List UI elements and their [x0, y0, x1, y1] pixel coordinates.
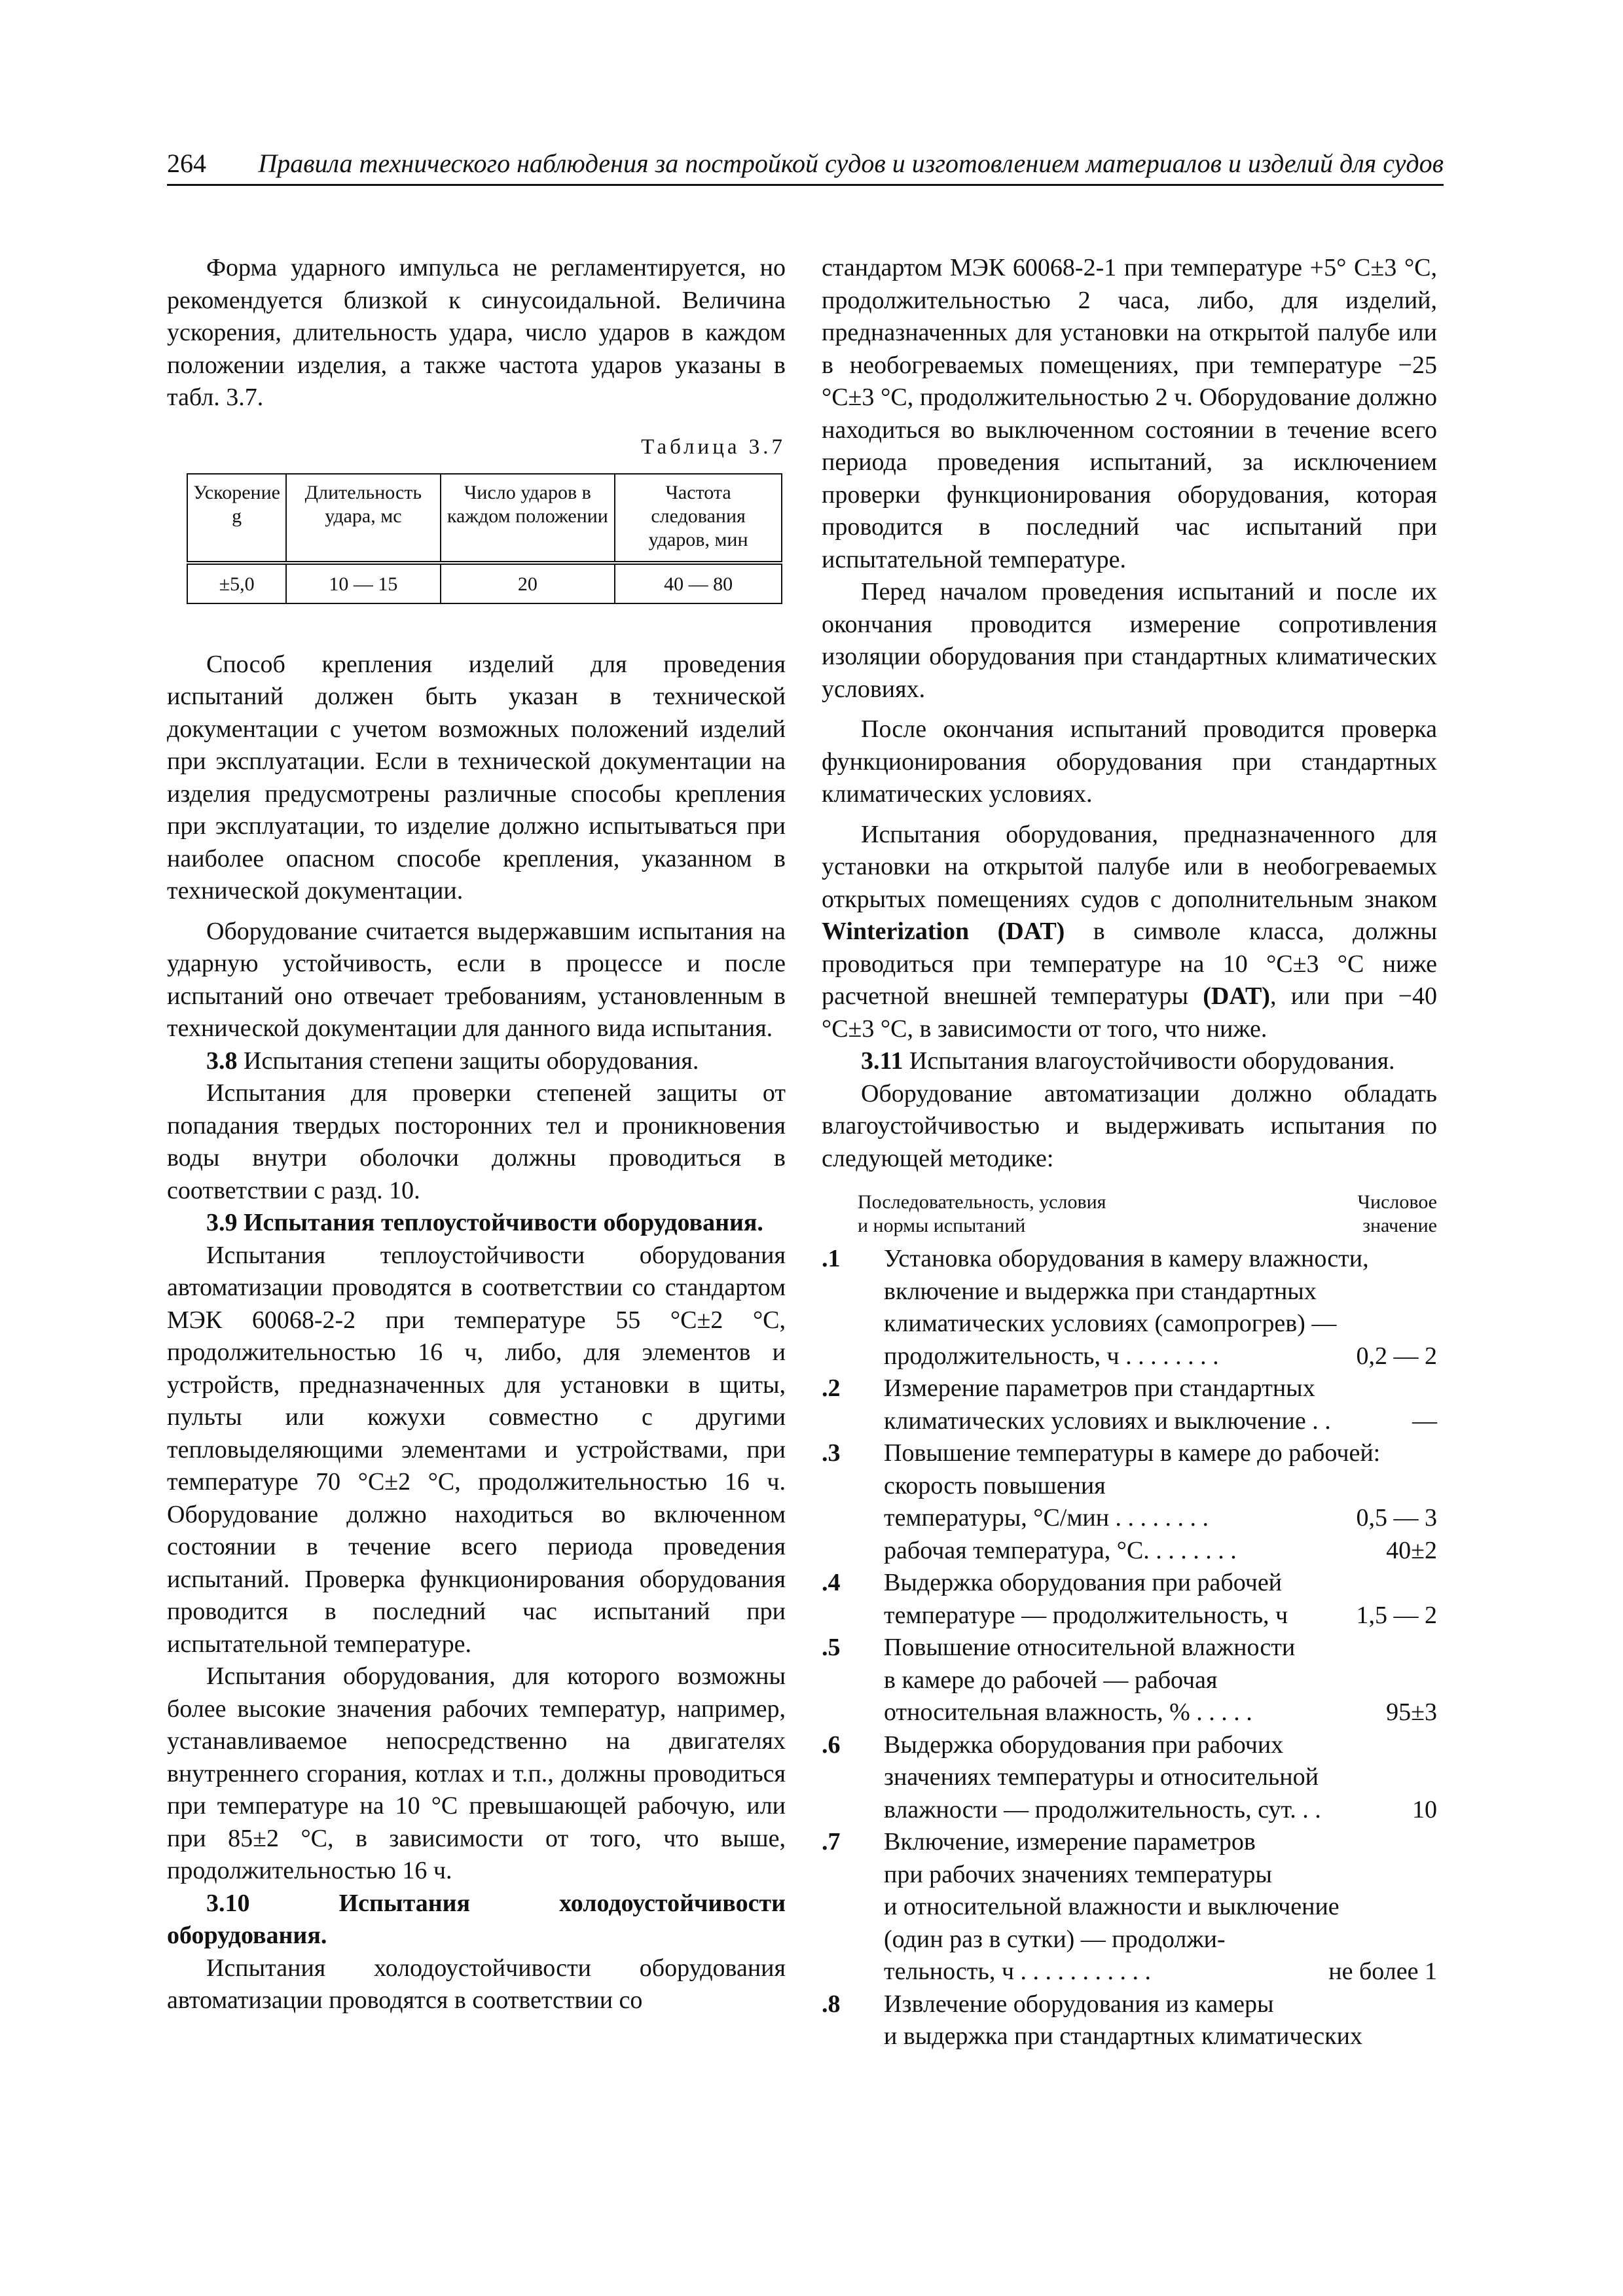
step-value: 1,5 — 2 [1356, 1601, 1437, 1629]
step-text-line: Измерение параметров при стандартных [884, 1374, 1315, 1402]
procedure-step [822, 1729, 1437, 1827]
step-number: .2 [822, 1374, 841, 1402]
step-value-label: рабочая температура, °C. . . . . . . . [884, 1536, 1237, 1564]
winterization-mark: Winterization [822, 918, 970, 945]
step-value: — [1412, 1407, 1437, 1435]
step-text-line: при рабочих значениях температуры [884, 1860, 1272, 1888]
procedure-header-right: Числовое [1357, 1191, 1437, 1213]
paragraph-shock-pulse: Форма ударного импульса не регламентируется, но рекомендуется близкой к синусоидальной. Величина ускорения, длительность удара, число ударов в каждом положении изделия, а также частота ударов указаны в табл. 3.7. [167, 254, 786, 411]
step-number: .1 [822, 1245, 841, 1272]
step-text-line: Включение, измерение параметров [884, 1828, 1256, 1856]
paragraph-insulation: Перед началом проведения испытаний и после их окончания проводится измерение сопротивления изоляции оборудования при стандартных климатических условиях. [822, 578, 1437, 703]
procedure-step [822, 1372, 1437, 1437]
running-header [167, 147, 1444, 186]
step-value-label: температуры, °C/мин . . . . . . . . [884, 1504, 1209, 1532]
paragraph-cold-continued: стандартом МЭК 60068-2-1 при температуре +5° C±3 °C, продолжительностью 2 часа, либо, для изделий, предназначенных для установки на открытой палубе или в необогреваемых помещениях, при температуре −25 °C±3 °C, продолжительностью 2 ч. Оборудование должно находиться во выключенном состоянии в течение всего периода проведения испытаний, за исключением проверки функционирования оборудования, которая проводится в последний час испытаний при испытательной температуре. [822, 254, 1437, 573]
procedure-step [822, 1632, 1437, 1729]
table-header-cell: Ускорение g [187, 474, 286, 563]
step-number: .4 [822, 1569, 841, 1596]
paragraph-mounting: Способ крепления изделий для проведения испытаний должен быть указан в технической документации с учетом возможных положений изделий при эксплуатации. Если в технической документации на изделия предусмотрены различные способы крепления при эксплуатации, то изделие должно испытываться при наиболее опасном способе крепления, указанном в технической документации. [167, 650, 786, 905]
procedure-step [822, 1826, 1437, 1988]
step-text-line: Извлечение оборудования из камеры [884, 1990, 1274, 2018]
section-3-10-heading: 3.10 Испытания холодоустойчивости оборудования. [167, 1889, 786, 1949]
running-title: Правила технического наблюдения за постройкой судов и изготовлением материалов и изделий для судов [258, 149, 1444, 178]
step-number: .7 [822, 1828, 841, 1856]
step-value-line [884, 1696, 1437, 1729]
procedure-step [822, 1243, 1437, 1372]
step-value-label: тельность, ч . . . . . . . . . . . [884, 1958, 1151, 1985]
paragraph-cold-test: Испытания холодоустойчивости оборудования автоматизации проводятся в соответствии со [167, 1954, 786, 2014]
dat-mark: (DAT) [1203, 982, 1270, 1010]
shock-table [187, 473, 782, 604]
paragraph-winterization [822, 819, 1437, 1046]
step-value-label: относительная влажность, % . . . . . [884, 1698, 1252, 1726]
step-number: .6 [822, 1731, 841, 1759]
step-text-line: Установка оборудования в камеру влажности, [884, 1245, 1369, 1272]
step-value-label: температуре — продолжительность, ч [884, 1601, 1288, 1629]
table-row [187, 563, 782, 603]
step-text-line: Выдержка оборудования при рабочих [884, 1731, 1284, 1759]
step-text-line: Выдержка оборудования при рабочей [884, 1569, 1283, 1596]
step-text-line: (один раз в сутки) — продолжи- [884, 1925, 1226, 1953]
paragraph-function-check: После окончания испытаний проводится проверка функционирования оборудования при стандартных климатических условиях. [822, 715, 1437, 808]
step-text-line: значениях температуры и относительной [884, 1763, 1319, 1791]
step-value-line [884, 1340, 1437, 1373]
procedure-step [822, 1567, 1437, 1632]
step-value-line [884, 1535, 1437, 1568]
paragraph-heat-test: Испытания теплоустойчивости оборудования автоматизации проводятся в соответствии со стандартом МЭК 60068-2-2 при температуре 55 °C±2 °C, продолжительностью 16 ч, либо, для элементов и устройств, предназначенных для установки в щиты, пульты или кожухи совместно с другими тепловыделяющими элементами и устройствами, при температуре 70 °C±2 °C, продолжительностью 16 ч. Оборудование должно находиться во включенном состоянии в течение всего периода проведения испытаний. Проверка функционирования оборудования проводится в последний час испытаний при испытательной температуре. [167, 1241, 786, 1658]
step-value: 0,5 — 3 [1356, 1504, 1437, 1532]
procedure-step [822, 1988, 1437, 2053]
step-value-label: продолжительность, ч . . . . . . . . [884, 1342, 1219, 1370]
section-number: 3.8 [206, 1047, 238, 1075]
paragraph-humidity-intro: Оборудование автоматизации должно обладать влагоустойчивостью и выдерживать испытания по следующей методике: [822, 1079, 1437, 1172]
section-title: Испытания влагоустойчивости оборудования. [909, 1047, 1395, 1075]
right-column [822, 252, 1437, 2053]
section-3-11 [822, 1045, 1437, 1078]
step-number: .8 [822, 1990, 841, 2018]
section-3-9-heading: 3.9 Испытания теплоустойчивости оборудования. [206, 1209, 763, 1236]
table-header-cell: Частота следования ударов, мин [615, 474, 782, 563]
section-number: 3.11 [861, 1047, 903, 1075]
procedure-header-right: значение [1362, 1215, 1437, 1236]
page-number: 264 [167, 149, 206, 178]
text-run: , или при −40 °C±3 °C, в зависимости от того, что ниже. [822, 982, 1437, 1043]
step-value-label: климатических условиях и выключение . . [884, 1407, 1331, 1435]
text-run: Испытания оборудования, предназначенного для установки на открытой палубе или в необогреваемых открытых помещениях судов с дополнительным знаком [822, 820, 1437, 913]
step-value: не более 1 [1328, 1958, 1437, 1985]
procedure-header-left: и нормы испытаний [858, 1215, 1026, 1236]
step-number: .3 [822, 1439, 841, 1467]
paragraph-shock-pass: Оборудование считается выдержавшим испытания на ударную устойчивость, если в процессе и после испытаний оно отвечает требованиям, установленным в технической документации для данного вида испытания. [167, 917, 786, 1042]
table-cell: 20 [441, 563, 615, 603]
left-column [167, 252, 786, 2017]
step-value-label: влажности — продолжительность, сут. . . [884, 1795, 1321, 1823]
step-number: .5 [822, 1634, 841, 1661]
text-run: в символе класса, должны проводиться при температуре на 10 °C±3 °C ниже расчетной внешней температуры [822, 918, 1438, 1010]
table-header-row [187, 474, 782, 563]
table-header-cell: Длительность удара, мс [286, 474, 440, 563]
procedure-steps [822, 1243, 1437, 2053]
step-value-line [884, 1600, 1437, 1632]
dat-mark: (DAT) [997, 918, 1065, 945]
step-value-line [884, 1502, 1437, 1535]
step-text-line: климатических условиях (самопрогрев) — [884, 1310, 1337, 1337]
paragraph-heat-high: Испытания оборудования, для которого возможны более высокие значения рабочих температур, например, устанавливаемое непосредственно на двигателях внутреннего сгорания, котлах и т.п., должны проводиться при температуре на 10 °C превышающей рабочую, или при 85±2 °C, в зависимости от того, что выше, продолжительностью 16 ч. [167, 1662, 786, 1884]
step-value: 10 [1412, 1795, 1437, 1823]
step-text-line: и выдержка при стандартных климатических [884, 2022, 1362, 2050]
paragraph-protection: Испытания для проверки степеней защиты от попадания твердых посторонних тел и проникновения воды внутри оболочки должны проводиться в соответствии с разд. 10. [167, 1079, 786, 1204]
step-text-line: в камере до рабочей — рабочая [884, 1666, 1218, 1694]
step-value-line [884, 1956, 1437, 1988]
step-text-line: Повышение температуры в камере до рабочей: [884, 1439, 1381, 1467]
step-text-line: скорость повышения [884, 1471, 1106, 1499]
step-value-line [884, 1794, 1437, 1827]
step-value: 40±2 [1386, 1536, 1437, 1564]
step-value: 0,2 — 2 [1356, 1342, 1437, 1370]
step-value: 95±3 [1386, 1698, 1437, 1726]
table-header-cell: Число ударов в каждом положении [441, 474, 615, 563]
procedure-header-left: Последовательность, условия [858, 1191, 1106, 1213]
table-cell: 40 — 80 [615, 563, 782, 603]
procedure-header [822, 1191, 1437, 1238]
step-text-line: Повышение относительной влажности [884, 1634, 1296, 1661]
step-value-line [884, 1405, 1437, 1438]
step-text-line: и относительной влажности и выключение [884, 1893, 1340, 1920]
section-3-8 [167, 1045, 786, 1078]
table-caption: Таблица 3.7 [641, 435, 786, 459]
section-title: Испытания степени защиты оборудования. [244, 1047, 699, 1075]
step-text-line: включение и выдержка при стандартных [884, 1277, 1317, 1305]
table-cell: ±5,0 [187, 563, 286, 603]
table-cell: 10 — 15 [286, 563, 440, 603]
procedure-step [822, 1437, 1437, 1567]
